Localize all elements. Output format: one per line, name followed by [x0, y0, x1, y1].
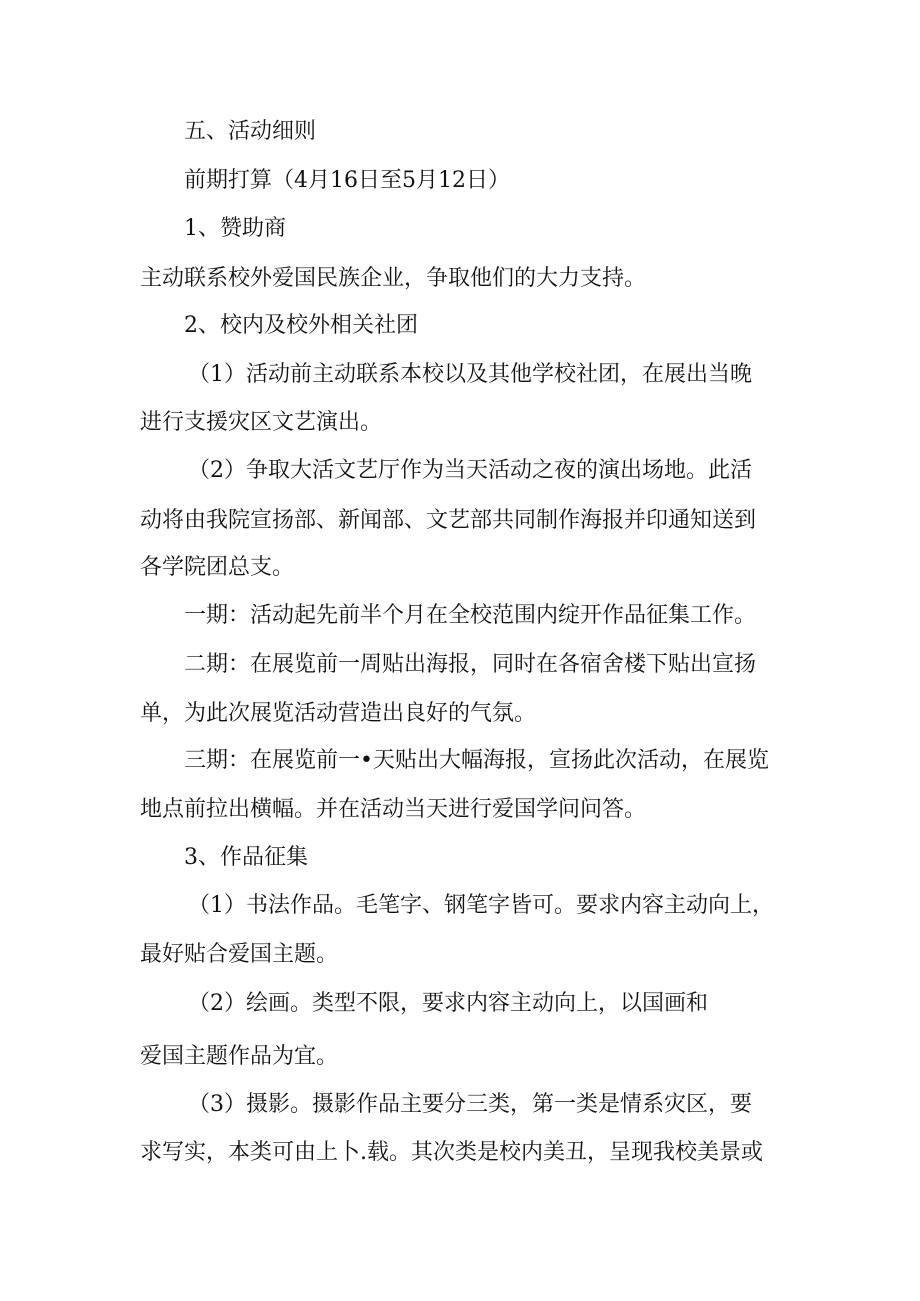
paragraph-line: 前期打算（4月16日至5月12日）: [184, 168, 510, 193]
paragraph-line: （1）书法作品。毛笔字、钢笔字皆可。要求内容主动向上，: [188, 893, 774, 918]
paragraph-line: （1）活动前主动联系本校以及其他学校社团，在展出当晚: [188, 362, 752, 387]
paragraph-line: 主动联系校外爱国民族企业，争取他们的大力支持。: [140, 266, 647, 291]
list-heading: 2、校内及校外相关社团: [184, 313, 418, 338]
paragraph-line: 最好贴合爱国主题。: [140, 942, 339, 967]
list-heading: 3、作品征集: [184, 845, 308, 870]
paragraph-line: （2）争取大活文艺厅作为当天活动之夜的演出场地。此活: [188, 458, 752, 483]
paragraph-line: 二期：在展览前一周贴出海报，同时在各宿舍楼下贴出宣扬: [184, 652, 757, 677]
paragraph-line: 进行支援灾区文艺演出。: [140, 410, 383, 435]
paragraph-line: 地点前拉出横幅。并在活动当天进行爱国学问问答。: [140, 797, 647, 822]
paragraph-line: 单，为此次展览活动营造出良好的气氛。: [140, 701, 537, 726]
paragraph-line: （2）绘画。类型不限，要求内容主动向上，以国画和: [188, 991, 708, 1016]
paragraph-line: （3）摄影。摄影作品主要分三类，第一类是情系灾区，要: [188, 1092, 752, 1117]
paragraph-line: 求写实，本类可由上卜.载。其次类是校内美丑，呈现我校美景或: [140, 1140, 763, 1165]
paragraph-line: 各学院团总支。: [140, 555, 295, 580]
paragraph-line: 动将由我院宣扬部、新闻部、文艺部共同制作海报并印通知送到: [140, 508, 757, 533]
paragraph-line: 一期：活动起先前半个月在全校范围内绽开作品征集工作。: [184, 603, 757, 628]
section-heading: 五、活动细则: [184, 119, 317, 144]
paragraph-line: 三期：在展览前一•天贴出大幅海报，宣扬此次活动，在展览: [184, 748, 769, 773]
list-heading: 1、赞助商: [184, 216, 286, 241]
paragraph-line: 爱国主题作品为宜。: [140, 1044, 339, 1069]
